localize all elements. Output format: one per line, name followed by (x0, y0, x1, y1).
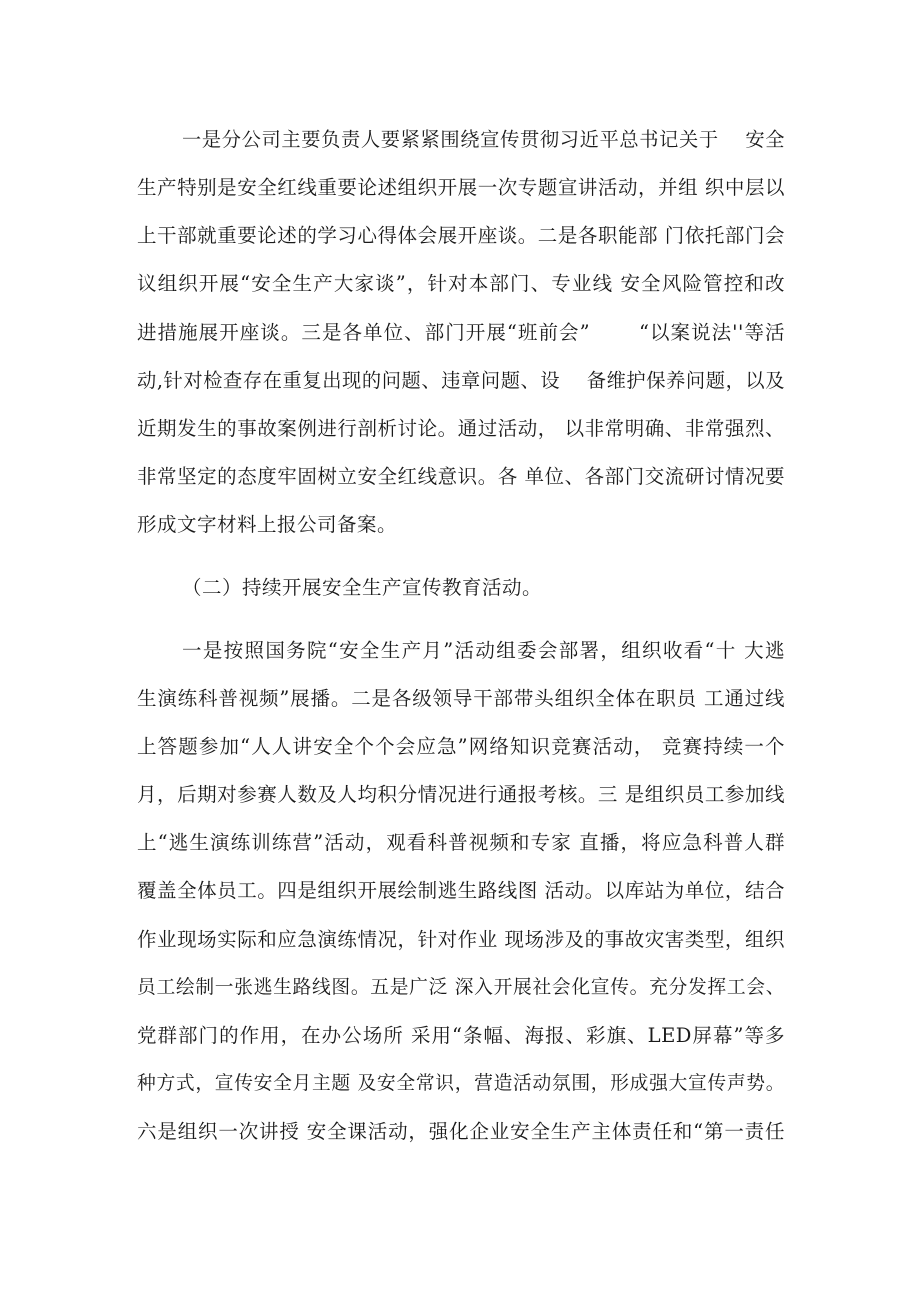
paragraph-line: 覆盖全体员工。四是组织开展绘制逃生路线图 活动。以库站为单位，结合 (137, 879, 785, 902)
paragraph-line: 上答题参加“人人讲安全个个会应急”网络知识竞赛活动， 竞赛持续一个 (137, 735, 785, 758)
paragraph-line: 形成文字材料上报公司备案。 (137, 513, 398, 536)
paragraph-line: 一是分公司主要负责人要紧紧围绕宣传贯彻习近平总书记关于 安全 (182, 128, 785, 151)
paragraph-line: 种方式，宣传安全月主题 及安全常识，营造活动氛围，形成强大宣传声势。 (137, 1073, 785, 1094)
paragraph-line: 党群部门的作用，在办公场所 采用“条幅、海报、彩旗、LED屏幕”等多 (137, 1024, 785, 1047)
paragraph-line: 员工绘制一张逃生路线图。五是广泛 深入开展社会化宣传。充分发挥工会、 (137, 977, 785, 998)
paragraph-line: 六是组织一次讲授 安全课活动，强化企业安全生产主体责任和“第一责任 (137, 1120, 785, 1143)
paragraph-line: 生产特别是安全红线重要论述组织开展一次专题宣讲活动，并组 织中层以 (137, 176, 785, 199)
paragraph-line: 动,针对检查存在重复出现的问题、违章问题、设 备维护保养问题，以及 (137, 369, 785, 392)
paragraph-line: 上干部就重要论述的学习心得体会展开座谈。二是各职能部 门依托部门会 (137, 224, 785, 247)
section-heading: （二）持续开展安全生产宣传教育活动。 (182, 576, 543, 599)
paragraph-line: 非常坚定的态度牢固树立安全红线意识。各 单位、各部门交流研讨情况要 (137, 465, 785, 488)
paragraph-line: 近期发生的事故案例进行剖析讨论。通过活动， 以非常明确、非常强烈、 (137, 417, 785, 440)
paragraph-line: 进措施展开座谈。三是各单位、部门开展“班前会” “以案说法''等活 (137, 321, 785, 344)
paragraph-line: 作业现场实际和应急演练情况，针对作业 现场涉及的事故灾害类型，组织 (137, 928, 785, 951)
paragraph-line: 生演练科普视频”展播。二是各级领导干部带头组织全体在职员 工通过线 (137, 687, 785, 710)
paragraph-line: 议组织开展“安全生产大家谈”，针对本部门、专业线 安全风险管控和改 (137, 272, 785, 295)
paragraph-line: 上“逃生演练训练营”活动，观看科普视频和专家 直播，将应急科普人群 (137, 831, 785, 854)
paragraph-line: 一是按照国务院“安全生产月”活动组委会部署，组织收看“十 大逃 (182, 639, 785, 662)
paragraph-line: 月，后期对参赛人数及人均积分情况进行通报考核。三 是组织员工参加线 (137, 783, 785, 806)
